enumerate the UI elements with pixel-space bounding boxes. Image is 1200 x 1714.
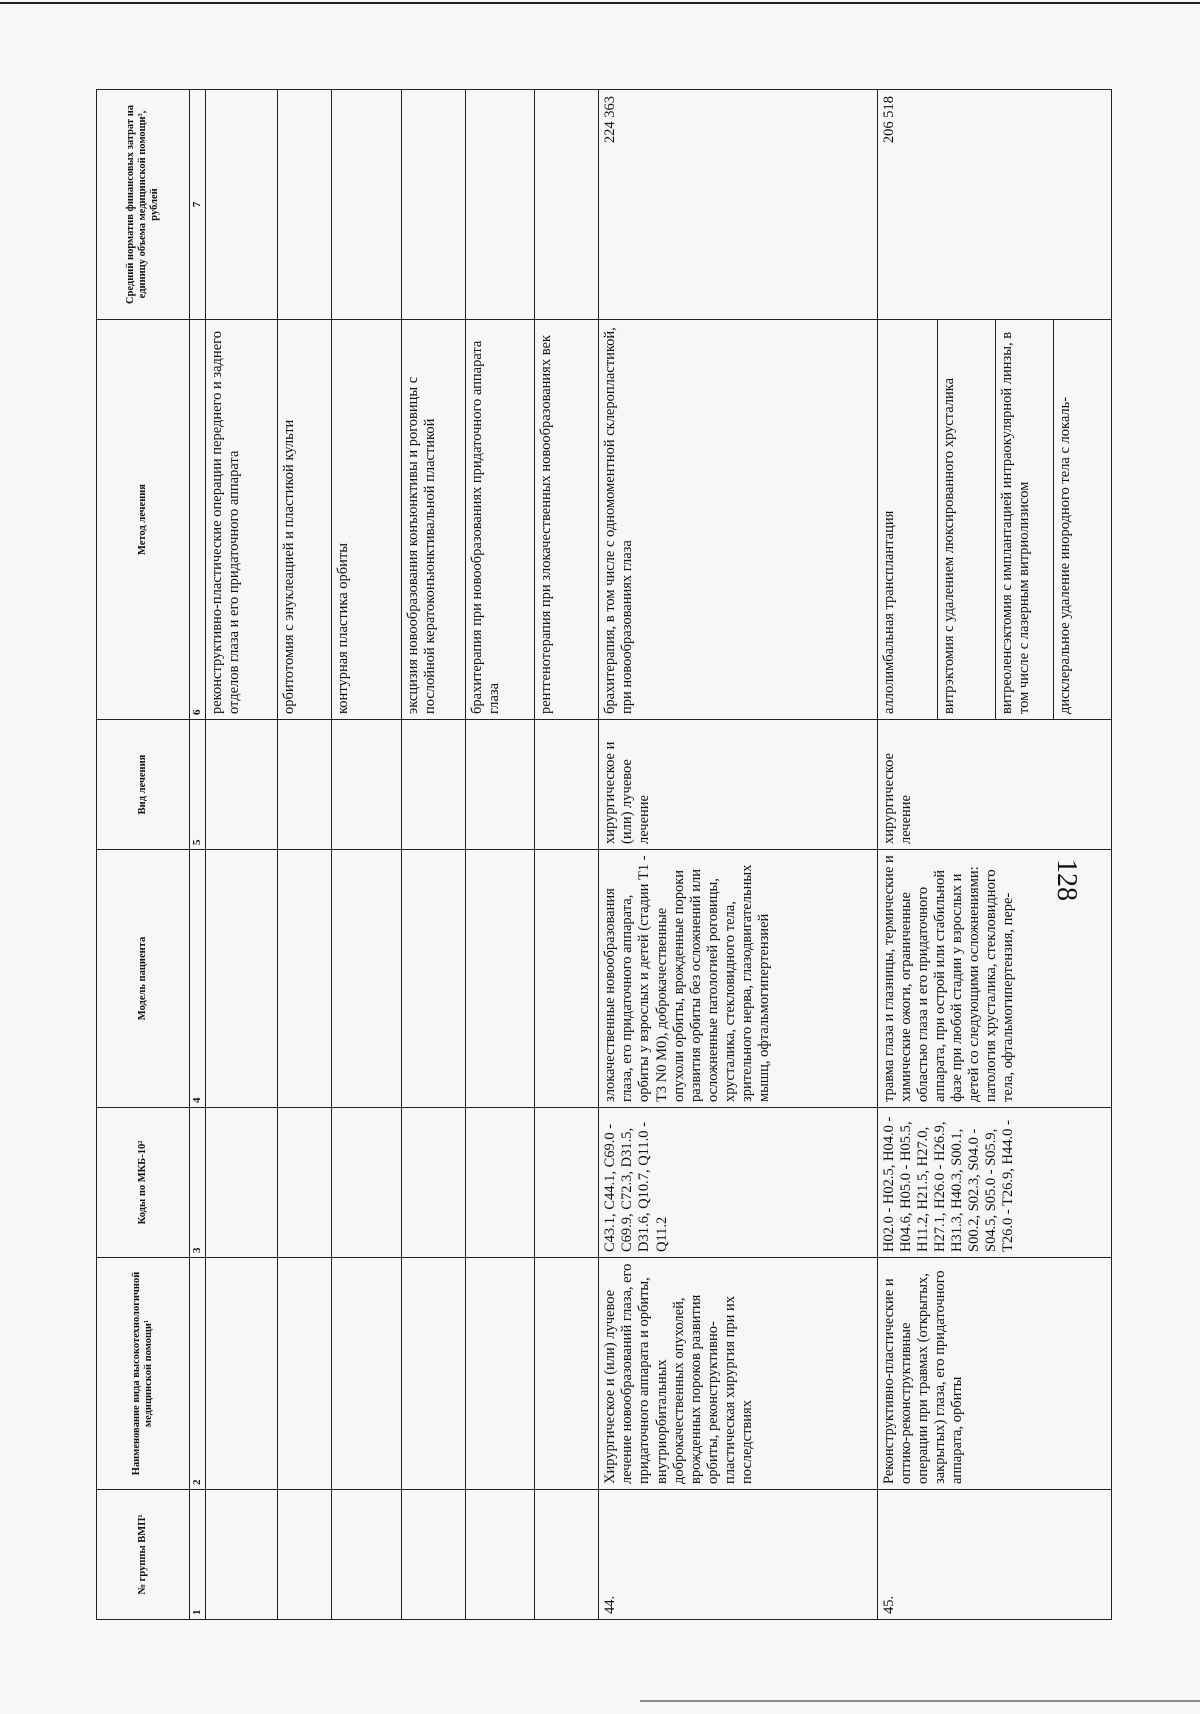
method-cell: рентгенотерапия при злокачественных новообразованиях век <box>535 320 599 720</box>
column-number: 1 <box>189 1490 205 1620</box>
patient-model: травма глаза и глазницы, термические и химические ожоги, ограниченные областью глаза и его придаточного аппарата, при острой или стабильной фазе при любой стадии у взрослых и детей со следующими осложнениями: патология хрусталика, стекловидного тела, офтальмогипертензия, пере- <box>877 850 1111 1108</box>
column-number: 3 <box>189 1108 205 1258</box>
treatment-type: хирургическое и (или) лучевое лечение <box>599 720 877 850</box>
method-cell: орбитотомия с энуклеацией и пластикой культи <box>277 320 332 720</box>
scan-edge-bottom <box>640 1700 1200 1702</box>
vmp-name: Реконструктивно-пластические и оптико-реконструктивные операции при травмах (открытых, закрытых) глаза, его придаточного аппарата, орбиты <box>877 1258 1111 1490</box>
icd-codes: C43.1, C44.1, C69.0 - C69.9, C72.3, D31.5, D31.6, Q10.7, Q11.0 - Q11.2 <box>599 1108 877 1258</box>
table-row-group-45 <box>877 90 937 1620</box>
column-number: 5 <box>189 720 205 850</box>
method-cell: реконструктивно-пластические операции переднего и заднего отделов глаза и его придаточного аппарата <box>206 320 278 720</box>
method-cell: брахитерапия при новообразованиях придаточного аппарата глаза <box>465 320 535 720</box>
header-row <box>97 90 190 1620</box>
method-cell: витрэктомия с удалением люксированного хрусталика <box>937 320 995 720</box>
header-treatment-method: Метод лечения <box>97 320 190 720</box>
column-number: 7 <box>189 90 205 320</box>
column-number: 4 <box>189 850 205 1108</box>
table-row <box>332 90 402 1620</box>
table-row <box>277 90 332 1620</box>
method-cell: дисклеральное удаление инородного тела с локаль- <box>1053 320 1111 720</box>
vmp-name: Хирургическое и (или) лучевое лечение новообразований глаза, его придаточного аппарата и орбиты, внутриорбитальных доброкачественных опухолей, врожденных пороков развития орбиты, реконструктивно-пластическая хирургия при их последствиях <box>599 1258 877 1490</box>
header-cost-norm: Средний норматив финансовых затрат на единицу объема медицинской помощи³, рублей <box>97 90 190 320</box>
method-cell: аллолимбальная трансплантация <box>877 320 937 720</box>
header-vmp-name: Наименование вида высокотехнологичной медицинской помощи¹ <box>97 1258 190 1490</box>
table-row <box>465 90 535 1620</box>
header-patient-model: Модель пациента <box>97 850 190 1108</box>
header-group-number: № группы ВМП¹ <box>97 1490 190 1620</box>
icd-codes: H02.0 - H02.5, H04.0 - H04.6, H05.0 - H05.5, H11.2, H21.5, H27.0, H27.1, H26.0 - H26.9, H31.3, H40.3, S00.1, S00.2, S02.3, S04.0 - S04.5, S05.0 - S05.9, T26.0 - T26.9, H44.0 - <box>877 1108 1111 1258</box>
treatment-type: хирургическое лечение <box>877 720 1111 850</box>
page-number: 128 <box>1051 859 1082 901</box>
patient-model: злокачественные новообразования глаза, его придаточного аппарата, орбиты у взрослых и детей (стадии T1 - T3 N0 M0), доброкачественные опухоли орбиты, врожденные пороки развития орбиты без осложнений или осложненные патологией роговицы, хрусталика, стекловидного тела, зрительного нерва, глазодвигательных мышц, офтальмогипертензией <box>599 850 877 1108</box>
group-number: 45. <box>877 1490 1111 1620</box>
table-row <box>535 90 599 1620</box>
method-cell: эксцизия новообразования конъюнктивы и роговицы с послойной кератоконъюнктивальной пластикой <box>402 320 466 720</box>
table-row <box>206 90 278 1620</box>
vmp-table <box>96 89 1112 1620</box>
header-icd-codes: Коды по МКБ-10² <box>97 1108 190 1258</box>
group-number: 44. <box>599 1490 877 1620</box>
method-cell: витреоленсэктомия с имплантацией интраокулярной линзы, в том числе с лазерным витриолизисом <box>995 320 1053 720</box>
column-number: 6 <box>189 320 205 720</box>
column-number: 2 <box>189 1258 205 1490</box>
method-cell: брахитерапия, в том числе с одномоментной склеропластикой, при новообразованиях глаза <box>599 320 877 720</box>
cost-value: 206 518 <box>877 90 1111 320</box>
table-row-group-44 <box>599 90 877 1620</box>
rotated-page <box>96 90 1112 1620</box>
method-cell: контурная пластика орбиты <box>332 320 402 720</box>
header-treatment-type: Вид лечения <box>97 720 190 850</box>
column-number-row <box>189 90 205 1620</box>
table-row <box>402 90 466 1620</box>
cost-value: 224 363 <box>599 90 877 320</box>
scan-edge-top <box>0 2 1200 4</box>
